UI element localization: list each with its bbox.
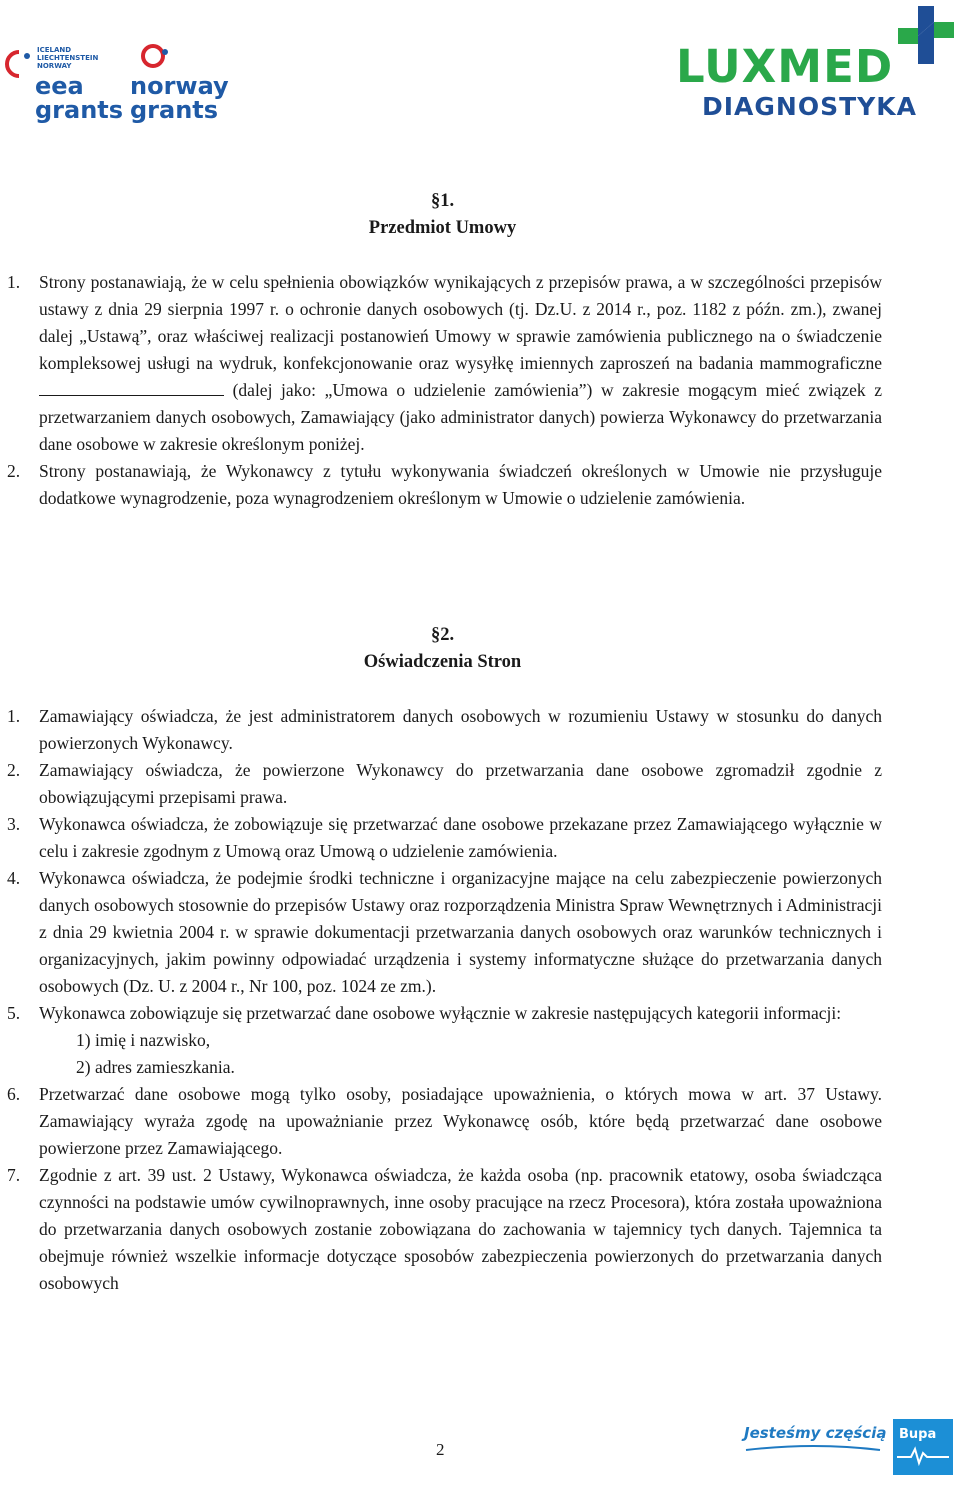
eea-line-2: LIECHTENSTEIN bbox=[37, 54, 99, 62]
list-item bbox=[0, 811, 882, 865]
bupa-heartbeat-icon bbox=[897, 1445, 949, 1467]
item-text: Strony postanawiają, że Wykonawcy z tytułu wykonywania świadczeń określonych w Umowie nie przysługuje dodatkowe wynagrodzenie, poza wynagrodzeniem określonym w Umowie o udzielenie zamówienia. bbox=[39, 461, 882, 508]
item-text: Wykonawca oświadcza, że podejmie środki techniczne i organizacyjne mające na celu zabezpieczenie powierzonych danych osobowych stosownie do przepisów Ustawy oraz rozporządzenia Ministra Spraw Wewnętrznych i Administracji z dnia 29 kwietnia 2004 r. w sprawie dokumentacji przetwarzania danych osobowych oraz warunków technicznych i organizacyjnych, jakim powinny odpowiadać urządzenia i systemy informatyczne służące do przetwarzania danych osobowych (Dz. U. z 2004 r., Nr 100, poz. 1024 ze zm.). bbox=[39, 868, 882, 996]
section-2-symbol: §2. bbox=[430, 625, 455, 645]
item-number: 6. bbox=[7, 1084, 21, 1104]
sub-item: 2) adres zamieszkania. bbox=[76, 1057, 235, 1077]
eea-grants-word: grants bbox=[35, 96, 124, 124]
item-number: 3. bbox=[7, 814, 21, 834]
item-text-continued: (dalej jako: „Umowa o udzielenie zamówienia”) w zakresie mogącym mieć związek z przetwarzaniem danych osobowych, Zamawiający (jako administrator danych) powierza Wykonawcy do przetwarzania dane osobowe w zakresie określonym poniżej. bbox=[39, 380, 882, 454]
eea-line-3: NORWAY bbox=[37, 62, 72, 70]
section-1-title: Przedmiot Umowy bbox=[368, 218, 517, 238]
footer-slogan: Jesteśmy częścią bbox=[744, 1424, 887, 1442]
bupa-word: Bupa bbox=[899, 1427, 937, 1442]
list-item bbox=[0, 1081, 882, 1162]
section-2-list bbox=[0, 703, 960, 1297]
item-text: Zamawiający oświadcza, że jest administratorem danych osobowych w rozumieniu Ustawy w stosunku do danych powierzonych Wykonawcy. bbox=[39, 706, 882, 753]
norway-word: norway bbox=[130, 72, 229, 100]
item-number: 2. bbox=[7, 461, 21, 481]
list-item bbox=[0, 1000, 882, 1081]
section-1-symbol: §1. bbox=[430, 191, 455, 211]
bupa-logo bbox=[893, 1419, 953, 1475]
page-number: 2 bbox=[436, 1440, 445, 1459]
eea-line-1: ICELAND bbox=[37, 46, 72, 54]
list-item bbox=[0, 1162, 882, 1297]
item-text: Strony postanawiają, że w celu spełnienia obowiązków wynikających z przepisów prawa, a w szczególności przepisów ustawy z dnia 29 sierpnia 1997 r. o ochronie danych osobowych (tj. Dz.U. z 2014 r., poz. 1182 z późn. zm.), zwanej dalej „Ustawą”, oraz właściwej realizacji postanowień Umowy w sprawie zamówienia publicznego na o świadczenie kompleksowej usługi na wydruk, konfekcjonowanie oraz wysyłkę imiennych zaproszeń na badania mammograficzne bbox=[39, 272, 882, 373]
item-number: 5. bbox=[7, 1003, 21, 1023]
item-text: Zgodnie z art. 39 ust. 2 Ustawy, Wykonawca oświadcza, że każda osoba (np. pracownik etatowy, osoba świadcząca czynności na podstawie umów cywilnoprawnych, inne osoby pracujące na rzecz Procesora), która została upoważniona do przetwarzania danych osobowych zostanie zobowiązana do zachowania w tajemnicy tych danych. Tajemnica ta obejmuje również wszelkie informacje dotyczące sposobów zabezpieczenia powierzonych do przetwarzania danych osobowych bbox=[39, 1165, 882, 1293]
luxmed-diagnostyka-logo bbox=[676, 4, 956, 122]
eea-grants-norway-grants-icon bbox=[5, 42, 245, 124]
list-item bbox=[0, 269, 882, 458]
diagnostyka-word: DIAGNOSTYKA bbox=[702, 92, 917, 121]
item-number: 7. bbox=[7, 1165, 21, 1185]
item-number: 1. bbox=[7, 706, 21, 726]
item-text: Wykonawca zobowiązuje się przetwarzać dane osobowe wyłącznie w zakresie następujących kategorii informacji: bbox=[39, 1003, 842, 1023]
luxmed-cross-icon bbox=[898, 6, 954, 64]
list-item bbox=[0, 458, 882, 512]
slogan-underline-icon bbox=[744, 1444, 882, 1454]
list-item bbox=[0, 865, 882, 1000]
item-text: Przetwarzać dane osobowe mogą tylko osoby, posiadające upoważnienia, o których mowa w art. 37 Ustawy. Zamawiający wyraża zgodę na upoważnianie przez Wykonawcę osób, które będą przetwarzać dane osobowe powierzone przez Zamawiającego. bbox=[39, 1084, 882, 1158]
sub-item: 1) imię i nazwisko, bbox=[76, 1030, 211, 1050]
luxmed-word: LUXMED bbox=[676, 40, 894, 93]
section-1-list bbox=[0, 269, 960, 512]
item-number: 1. bbox=[7, 272, 21, 292]
section-2-title: Oświadczenia Stron bbox=[363, 652, 522, 672]
blank-fill-line bbox=[39, 379, 224, 396]
item-text: Wykonawca oświadcza, że zobowiązuje się przetwarzać dane osobowe przekazane przez Zamawiającego wyłącznie w celu i zakresie zgodnym z Umową oraz Umową o udzielenie zamówienia. bbox=[39, 814, 882, 861]
item-number: 4. bbox=[7, 868, 21, 888]
item-number: 2. bbox=[7, 760, 21, 780]
eea-word: eea bbox=[35, 72, 84, 100]
item-text: Zamawiający oświadcza, że powierzone Wykonawcy do przetwarzania dane osobowe zgromadził zgodnie z obowiązującymi przepisami prawa. bbox=[39, 760, 882, 807]
eea-norway-grants-logo bbox=[5, 42, 245, 124]
norway-grants-word: grants bbox=[130, 96, 219, 124]
list-item bbox=[0, 703, 882, 757]
list-item bbox=[0, 757, 882, 811]
